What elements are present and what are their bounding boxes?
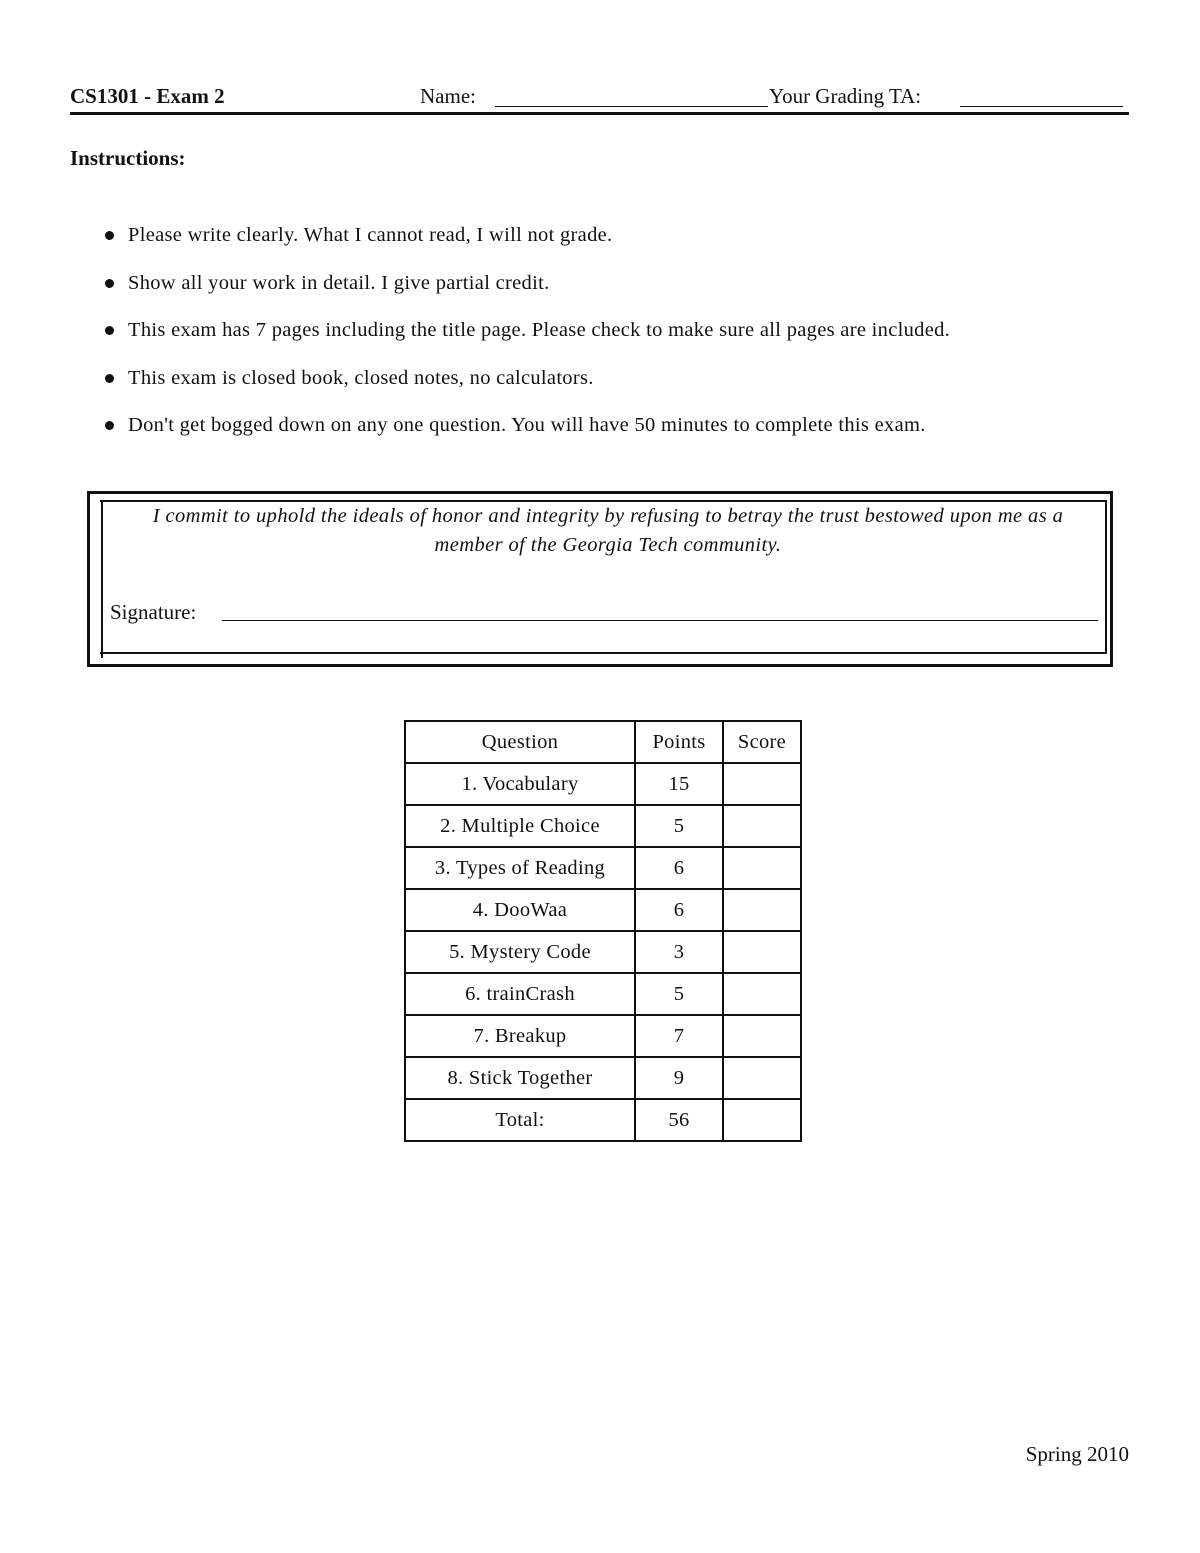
total-points: 56 [635, 1099, 723, 1141]
table-row [405, 805, 801, 847]
points-cell: 7 [635, 1015, 723, 1057]
name-label: Name: [420, 84, 476, 108]
signature-blank-line[interactable] [222, 620, 1098, 621]
grading-ta-label: Your Grading TA: [769, 84, 922, 108]
exam-header [70, 80, 1129, 115]
table-row [405, 763, 801, 805]
table-row [405, 1015, 801, 1057]
points-cell: 3 [635, 931, 723, 973]
instruction-item [100, 363, 950, 411]
total-row [405, 1099, 801, 1141]
table-row [405, 931, 801, 973]
question-cell: 7. Breakup [405, 1015, 635, 1057]
bullet-icon [105, 279, 114, 288]
question-cell: 8. Stick Together [405, 1057, 635, 1099]
instruction-text: This exam has 7 pages including the title page. Please check to make sure all pages are included. [128, 319, 951, 341]
bullet-icon [105, 231, 114, 240]
points-cell: 15 [635, 763, 723, 805]
instructions-heading: Instructions: [70, 146, 186, 170]
points-cell: 9 [635, 1057, 723, 1099]
header-points: Points [635, 721, 723, 763]
table-header-row [405, 721, 801, 763]
points-cell: 6 [635, 847, 723, 889]
points-cell: 6 [635, 889, 723, 931]
grading-ta-blank-line[interactable] [960, 106, 1123, 107]
name-blank-line[interactable] [495, 106, 768, 107]
honor-code-inner-border [101, 500, 103, 658]
total-label: Total: [405, 1099, 635, 1141]
score-cell[interactable] [723, 847, 801, 889]
table-row [405, 973, 801, 1015]
table-row [405, 889, 801, 931]
term-footer: Spring 2010 [1025, 1442, 1129, 1466]
score-table [404, 720, 802, 1142]
score-cell[interactable] [723, 931, 801, 973]
honor-code-statement: I commit to uphold the ideals of honor and integrity by refusing to betray the trust bestowed upon me as a member of the Georgia Tech community. [152, 505, 1064, 556]
header-score: Score [723, 721, 801, 763]
question-cell: 2. Multiple Choice [405, 805, 635, 847]
header-question: Question [405, 721, 635, 763]
question-cell: 3. Types of Reading [405, 847, 635, 889]
instructions-list [100, 220, 950, 458]
score-cell[interactable] [723, 805, 801, 847]
points-cell: 5 [635, 973, 723, 1015]
score-cell[interactable] [723, 1015, 801, 1057]
table-row [405, 847, 801, 889]
instruction-text: Don't get bogged down on any one question. You will have 50 minutes to complete this exam. [128, 414, 926, 436]
bullet-icon [105, 374, 114, 383]
question-cell: 4. DooWaa [405, 889, 635, 931]
points-cell: 5 [635, 805, 723, 847]
instruction-item [100, 315, 950, 363]
score-cell[interactable] [723, 1057, 801, 1099]
question-cell: 5. Mystery Code [405, 931, 635, 973]
question-cell: 1. Vocabulary [405, 763, 635, 805]
total-score-cell[interactable] [723, 1099, 801, 1141]
table-row [405, 1057, 801, 1099]
score-cell[interactable] [723, 763, 801, 805]
instruction-item [100, 268, 950, 316]
instruction-item [100, 410, 950, 458]
question-cell: 6. trainCrash [405, 973, 635, 1015]
course-title: CS1301 - Exam 2 [70, 84, 225, 108]
instruction-text: Show all your work in detail. I give partial credit. [128, 271, 550, 294]
instruction-item [100, 220, 950, 268]
bullet-icon [105, 326, 114, 335]
score-cell[interactable] [723, 889, 801, 931]
instruction-text: This exam is closed book, closed notes, no calculators. [128, 366, 594, 389]
bullet-icon [105, 421, 114, 430]
instruction-text: Please write clearly. What I cannot read, I will not grade. [128, 224, 613, 246]
signature-label: Signature: [110, 600, 197, 624]
score-cell[interactable] [723, 973, 801, 1015]
